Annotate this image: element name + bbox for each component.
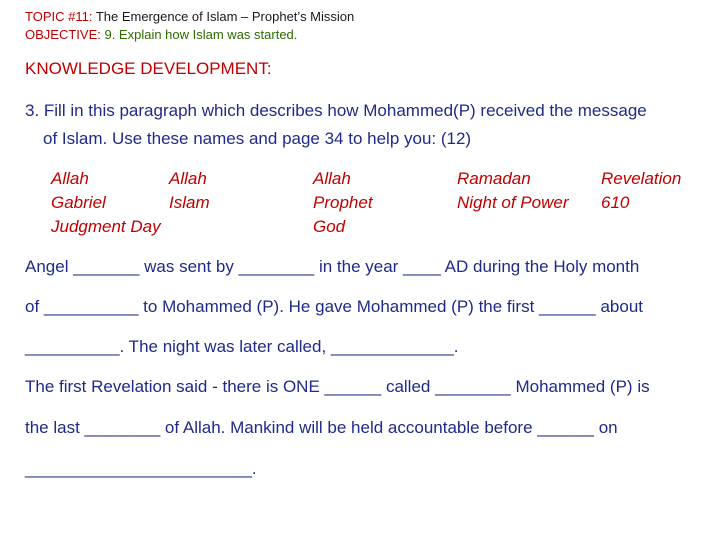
word-bank-item: Revelation <box>601 169 682 188</box>
paragraph-line: ________________________. <box>25 459 257 478</box>
paragraph-line: the last ________ of Allah. Mankind will be held accountable before ______ on <box>25 418 618 437</box>
section-heading: KNOWLEDGE DEVELOPMENT: <box>25 59 272 78</box>
objective-text: 9. Explain how Islam was started. <box>100 27 298 42</box>
word-bank-item: Night of Power <box>457 193 569 212</box>
topic-label: TOPIC #11: <box>25 9 93 24</box>
paragraph-line: __________. The night was later called, _____________. <box>25 337 459 356</box>
paragraph-line: of __________ to Mohammed (P). He gave Mohammed (P) the first ______ about <box>25 297 644 316</box>
objective-label: OBJECTIVE: <box>25 27 101 42</box>
word-bank-item: Allah <box>313 169 351 188</box>
word-bank-item: Allah <box>169 169 207 188</box>
question-instruction <box>25 97 705 153</box>
word-bank-item: Judgment Day <box>51 217 161 236</box>
paragraph-line: Angel _______ was sent by ________ in the year ____ AD during the Holy month <box>25 257 640 276</box>
question-line-1: 3. Fill in this paragraph which describes how Mohammed(P) received the message <box>25 101 647 120</box>
paragraph-line: The first Revelation said - there is ONE ______ called ________ Mohammed (P) is <box>25 377 650 396</box>
topic-title <box>25 9 354 25</box>
word-bank-item: Gabriel <box>51 193 106 212</box>
word-bank-item: Islam <box>169 193 210 212</box>
word-bank-item: 610 <box>601 193 630 212</box>
objective <box>25 27 297 43</box>
topic-text: The Emergence of Islam – Prophet’s Mission <box>92 9 355 24</box>
question-line-2: of Islam. Use these names and page 34 to help you: (12) <box>43 129 472 148</box>
word-bank-item: Ramadan <box>457 169 531 188</box>
word-bank-item: God <box>313 217 346 236</box>
word-bank-item: Prophet <box>313 193 373 212</box>
word-bank-item: Allah <box>51 169 89 188</box>
